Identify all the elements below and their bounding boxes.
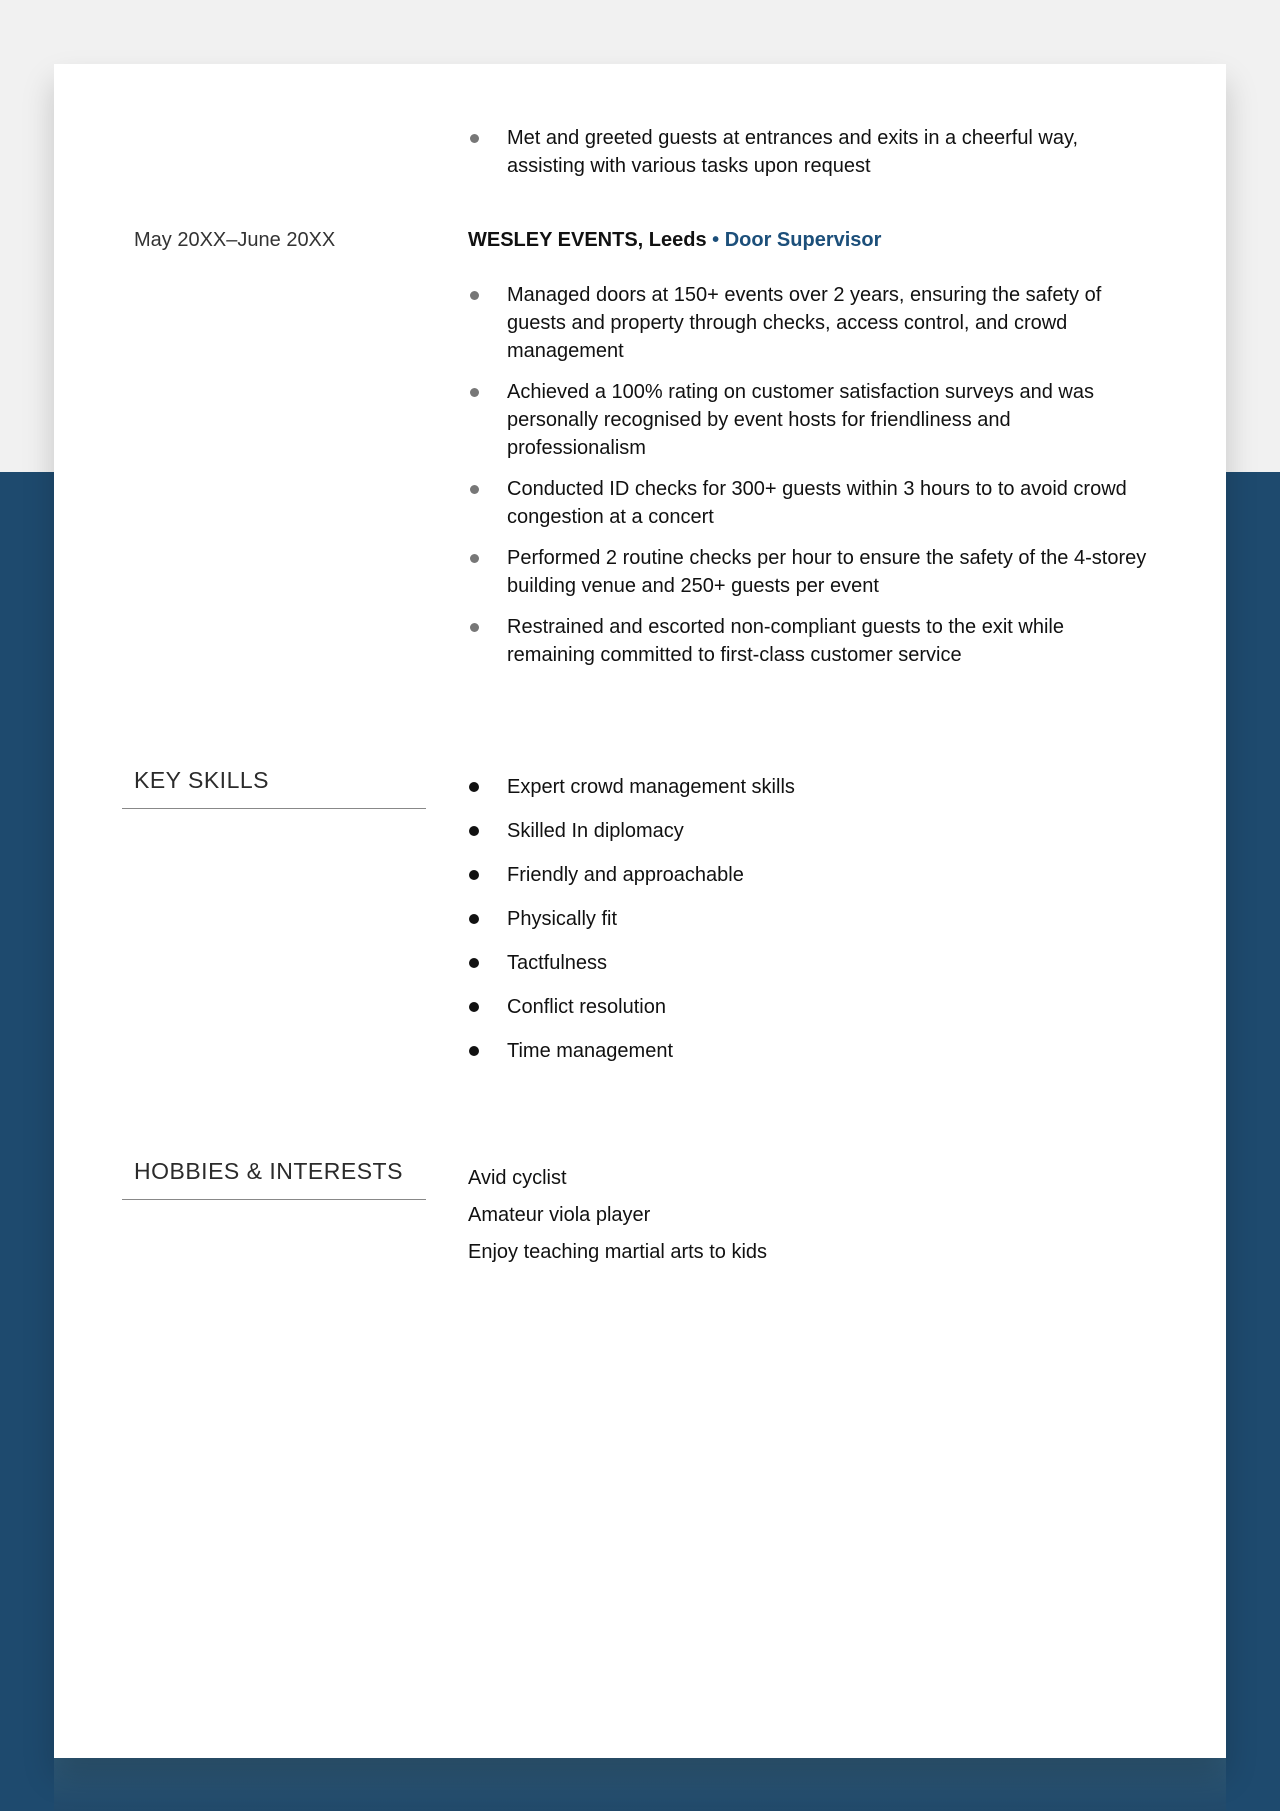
list-item: Physically fit (468, 905, 1148, 933)
list-item: Expert crowd management skills (468, 773, 1148, 801)
list-item: Managed doors at 150+ events over 2 years, ensuring the safety of guests and property through checks, access control, and crowd management (468, 281, 1148, 365)
hobbies-list (468, 1160, 767, 1271)
bullet-icon (469, 1002, 479, 1012)
list-item: Conducted ID checks for 300+ guests within 3 hours to to avoid crowd congestion at a concert (468, 475, 1148, 531)
list-item: Restrained and escorted non-compliant guests to the exit while remaining committed to first-class customer service (468, 613, 1148, 669)
list-item: Avid cyclist (468, 1167, 567, 1189)
bullet-icon (469, 914, 479, 924)
job-dates: May 20XX–June 20XX (134, 229, 336, 251)
bullet-icon (470, 134, 479, 143)
bullet-icon (469, 1046, 479, 1056)
bullet-icon (469, 870, 479, 880)
bullet-icon (470, 485, 479, 494)
bullet-icon (469, 782, 479, 792)
job-role: Door Supervisor (724, 229, 882, 251)
list-item: Met and greeted guests at entrances and exits in a cheerful way, assisting with various tasks upon request (468, 124, 1148, 180)
list-item: Friendly and approachable (468, 861, 1148, 889)
list-item: Time management (468, 1037, 1148, 1065)
list-item: Skilled In diplomacy (468, 817, 1148, 845)
key-skills-title: KEY SKILLS (134, 767, 269, 793)
job-separator: • (706, 229, 725, 251)
bullet-icon (470, 554, 479, 563)
bullet-icon (469, 958, 479, 968)
previous-job-bullets (468, 124, 1148, 193)
list-item: Enjoy teaching martial arts to kids (468, 1241, 768, 1263)
job-employer: WESLEY EVENTS, Leeds (468, 229, 707, 251)
bullet-icon (470, 623, 479, 632)
bullet-icon (470, 291, 479, 300)
list-item: Achieved a 100% rating on customer satisfaction surveys and was personally recognised by event hosts for friendliness and professionalism (468, 378, 1148, 462)
bullet-icon (470, 388, 479, 397)
list-item: Amateur viola player (468, 1204, 651, 1226)
page-bottom-shadow (54, 1758, 1226, 1811)
list-item: Conflict resolution (468, 993, 1148, 1021)
hobbies-title: HOBBIES & INTERESTS (134, 1158, 403, 1184)
job-heading (468, 229, 881, 252)
list-item: Tactfulness (468, 949, 1148, 977)
hobbies-divider (122, 1199, 426, 1200)
key-skills-list (468, 773, 1148, 1081)
bullet-icon (469, 826, 479, 836)
list-item: Performed 2 routine checks per hour to ensure the safety of the 4-storey building venue and 250+ guests per event (468, 544, 1148, 600)
job-bullets (468, 281, 1148, 682)
key-skills-divider (122, 808, 426, 809)
